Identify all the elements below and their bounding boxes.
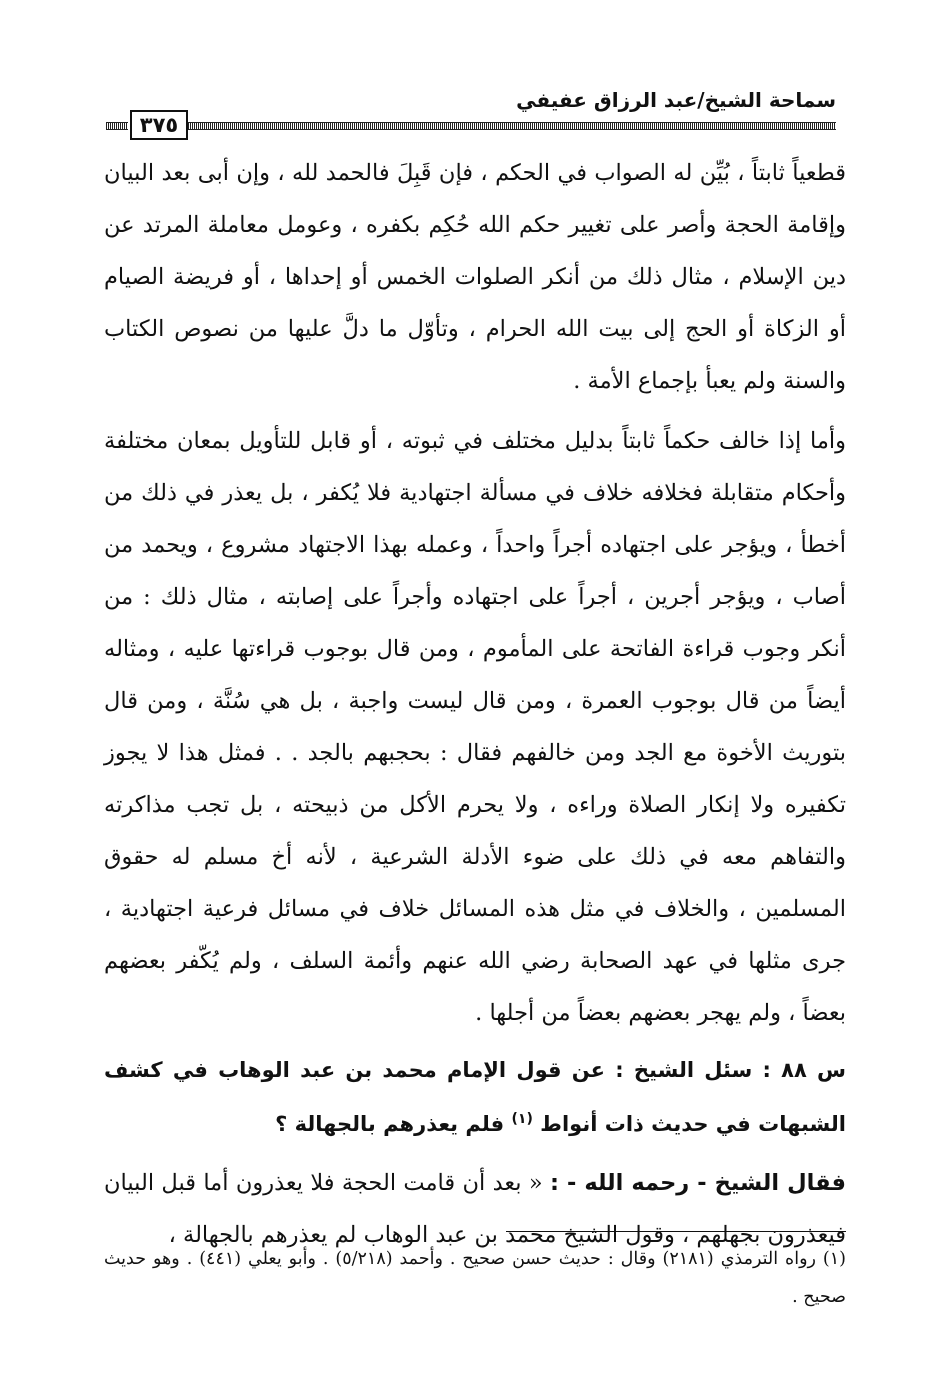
answer-lead: فقال الشيخ - رحمه الله - :	[549, 1170, 847, 1196]
question-text: س ٨٨ : سئل الشيخ : عن قول الإمام محمد بن عبد الوهاب في كشف الشبهات في حديث ذات أنواط	[104, 1058, 846, 1136]
page-body	[104, 147, 846, 1261]
footnote: (١) رواه الترمذي (٢١٨١) وقال : حديث حسن صحيح . وأحمد (٥/٢١٨) . وأبو يعلي (٤٤١) . وهو حديث صحيح .	[104, 1249, 846, 1307]
paragraph-1: قطعياً ثابتاً ، بُيِّن له الصواب في الحكم ، فإن قَبِلَ فالحمد لله ، وإن أبى بعد البيان وإقامة الحجة وأصر على تغيير حكم الله حُكِم بكفره ، وعومل معاملة المرتد عن دين الإسلام ، مثال ذلك من أنكر الصلوات الخمس أو إحداها ، أو فريضة الصيام أو الزكاة أو الحج إلى بيت الله الحرام ، وتأوّل ما دلَّ عليها من نصوص الكتاب والسنة ولم يعبأ بإجماع الأمة .	[104, 160, 846, 394]
footnote-rule	[506, 1231, 846, 1232]
answer-text: « بعد أن قامت الحجة فلا يعذرون أما قبل البيان فيعذرون بجهلهم ، وقول الشيخ محمد بن عبد الوهاب لم يعذرهم بالجهالة ،	[104, 1170, 846, 1248]
question-text-end: فلم يعذرهم بالجهالة ؟	[275, 1112, 505, 1136]
page-number: ٣٧٥	[130, 110, 188, 140]
header-rule-left	[106, 122, 128, 130]
footnote-reference: (١)	[511, 1111, 533, 1127]
header-rule	[188, 122, 836, 130]
paragraph-2: وأما إذا خالف حكماً ثابتاً بدليل مختلف في ثبوته ، أو قابل للتأويل بمعان مختلفة وأحكام متقابلة فخلافه خلاف في مسألة اجتهادية فلا يُكفر ، بل يعذر في ذلك من أخطأ ، ويؤجر على اجتهاده أجراً واحداً ، وعمله بهذا الاجتهاد مشروع ، ويحمد من أصاب ، ويؤجر أجرين ، أجراً على اجتهاده وأجراً على إصابته ، مثال ذلك : من أنكر وجوب قراءة الفاتحة على المأموم ، ومن قال بوجوب قراءتها عليه ، ومثاله أيضاً من قال بوجوب العمرة ، ومن قال ليست واجبة ، بل هي سُنَّة ، ومن قال بتوريث الأخوة مع الجد ومن خالفهم فقال : بحجبهم بالجد . . فمثل هذا لا يجوز تكفيره ولا إنكار الصلاة وراءه ، ولا يحرم الأكل من ذبيحته ، بل تجب مذاكرته والتفاهم معه في ذلك على ضوء الأدلة الشرعية ، لأنه أخ مسلم له حقوق المسلمين ، والخلاف في مثل هذه المسائل خلاف في مسائل فرعية اجتهادية ، جرى مثلها في عهد الصحابة رضي الله عنهم وأئمة السلف ، ولم يُكّفر بعضهم بعضاً ، ولم يهجر بعضهم بعضاً من أجلها .	[104, 428, 846, 1026]
running-header-title: سماحة الشيخ/عبد الرزاق عفيفي	[516, 88, 836, 112]
question-heading	[104, 1043, 846, 1151]
